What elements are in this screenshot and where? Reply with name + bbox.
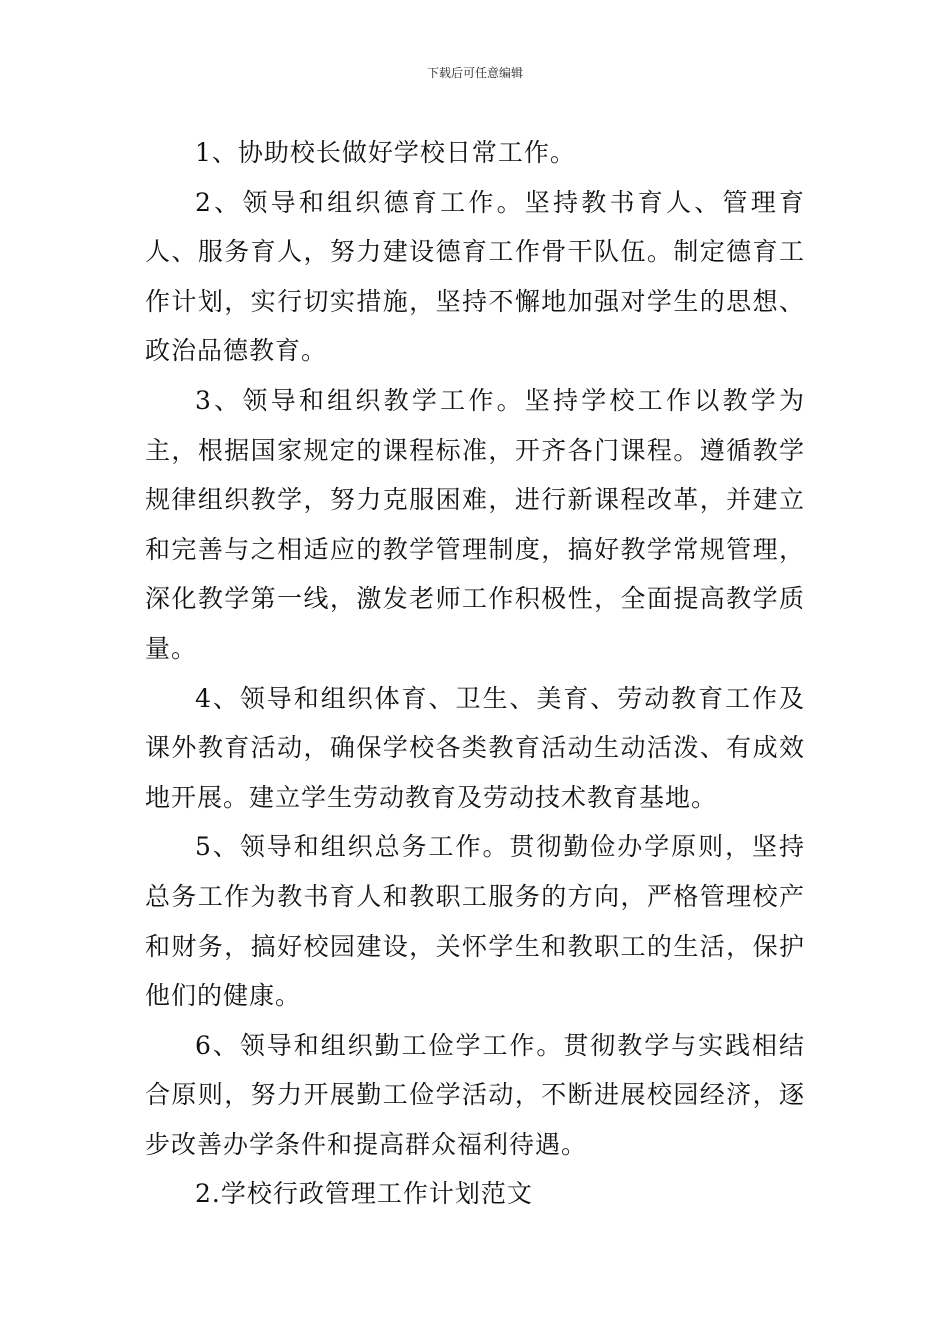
- document-body: [145, 128, 805, 1219]
- section-heading: 2.学校行政管理工作计划范文: [195, 1179, 533, 1209]
- duty-item-3: 3、领导和组织教学工作。坚持学校工作以教学为主，根据国家规定的课程标准，开齐各门课程。遵循教学规律组织教学，努力克服困难，进行新课程改革，并建立和完善与之相适应的教学管理制度，搞好教学常规管理，深化教学第一线，激发老师工作积极性，全面提高教学质量。: [145, 385, 805, 663]
- page-header: 下载后可任意编辑: [426, 66, 523, 80]
- duty-item-1: 1、协助校长做好学校日常工作。: [195, 138, 576, 167]
- duty-item-5: 5、领导和组织总务工作。贯彻勤俭办学原则，坚持总务工作为教书育人和教职工服务的方向，严格管理校产和财务，搞好校园建设，关怀学生和教职工的生活，保护他们的健康。: [145, 832, 805, 1011]
- duty-item-2: 2、领导和组织德育工作。坚持教书育人、管理育人、服务育人，努力建设德育工作骨干队伍。制定德育工作计划，实行切实措施，坚持不懈地加强对学生的思想、政治品德教育。: [145, 187, 805, 366]
- duty-item-4: 4、领导和组织体育、卫生、美育、劳动教育工作及课外教育活动，确保学校各类教育活动生动活泼、有成效地开展。建立学生劳动教育及劳动技术教育基地。: [145, 683, 805, 812]
- duty-item-6: 6、领导和组织勤工俭学工作。贯彻教学与实践相结合原则，努力开展勤工俭学活动，不断进展校园经济，逐步改善办学条件和提高群众福利待遇。: [145, 1030, 805, 1159]
